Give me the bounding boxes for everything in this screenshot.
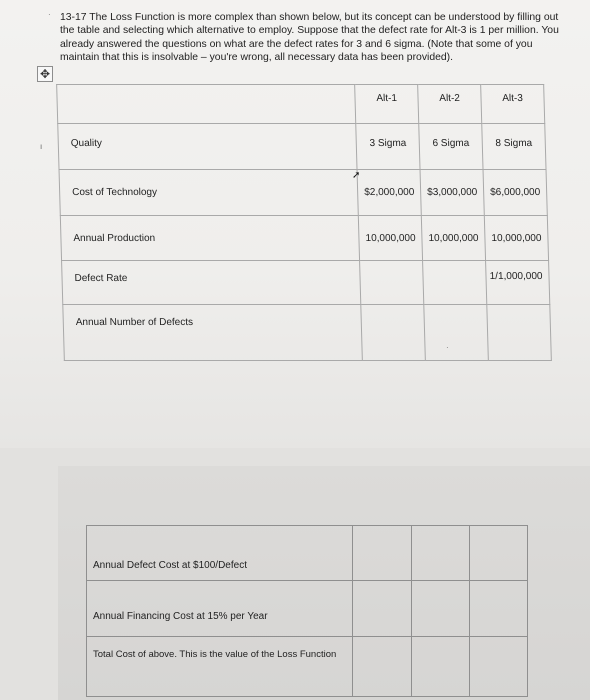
total-cost-label: Total Cost of above. This is the value of the Loss Function xyxy=(87,637,353,697)
financing-cost-row xyxy=(87,581,528,637)
cost-alt-2[interactable]: $3,000,000 xyxy=(420,170,484,216)
defect-rate-label: Defect Rate xyxy=(62,261,361,305)
defect-rate-alt-2[interactable] xyxy=(423,261,487,305)
quality-alt-3[interactable]: 8 Sigma xyxy=(482,124,546,170)
table-move-handle-icon[interactable]: ✥ xyxy=(37,66,53,82)
defect-cost-alt-1[interactable] xyxy=(353,526,411,581)
defect-cost-alt-3[interactable] xyxy=(469,526,527,581)
header-alt-2: Alt-2 xyxy=(418,85,482,124)
defect-cost-row xyxy=(87,526,528,581)
header-alt-3: Alt-3 xyxy=(481,85,545,124)
total-cost-row xyxy=(87,637,528,697)
mouse-cursor-icon: ➚ xyxy=(352,170,361,181)
financing-cost-label: Annual Financing Cost at 15% per Year xyxy=(87,581,353,637)
table-header-row xyxy=(57,85,545,124)
defect-rate-alt-3[interactable]: 1/1,000,000 xyxy=(486,261,550,305)
stray-dot-2: · xyxy=(446,343,449,352)
defect-cost-alt-2[interactable] xyxy=(411,526,469,581)
defects-alt-2[interactable] xyxy=(424,305,489,361)
defects-row xyxy=(63,305,552,361)
quality-alt-1[interactable]: 3 Sigma xyxy=(356,124,420,170)
financing-cost-alt-2[interactable] xyxy=(411,581,469,637)
alternatives-table xyxy=(56,84,552,361)
defects-alt-1[interactable] xyxy=(361,305,426,361)
question-text: 13-17 The Loss Function is more complex than shown below, but its concept can be understood by filling out the table and selecting which alternative to employ. Suppose that the defect rate for Alt-3 is 1 per million. You already answered the questions on what are the defect rates for 3 and 6 sigma. (Note that some of you maintain that this is insolvable – you're wrong, all necessary data has been provided). xyxy=(60,12,559,64)
defect-rate-alt-1[interactable] xyxy=(360,261,424,305)
production-alt-1[interactable]: 10,000,000 xyxy=(358,216,422,261)
cost-label: Cost of Technology xyxy=(59,170,358,216)
total-cost-alt-1[interactable] xyxy=(353,637,411,697)
stray-dot: · xyxy=(48,10,51,19)
total-cost-alt-2[interactable] xyxy=(411,637,469,697)
margin-tick: ı xyxy=(40,142,43,151)
production-alt-3[interactable]: 10,000,000 xyxy=(484,216,548,261)
defects-label: Annual Number of Defects xyxy=(63,305,363,361)
cost-alt-3[interactable]: $6,000,000 xyxy=(483,170,547,216)
cost-row xyxy=(59,170,547,216)
defect-cost-label: Annual Defect Cost at $100/Defect xyxy=(87,526,353,581)
cost-alt-1[interactable]: $2,000,000 xyxy=(357,170,421,216)
header-corner-cell xyxy=(57,85,356,124)
production-alt-2[interactable]: 10,000,000 xyxy=(421,216,485,261)
quality-label: Quality xyxy=(58,124,357,170)
quality-row xyxy=(58,124,546,170)
cost-table xyxy=(86,525,528,697)
financing-cost-alt-1[interactable] xyxy=(353,581,411,637)
defects-alt-3[interactable] xyxy=(487,305,552,361)
production-label: Annual Production xyxy=(60,216,359,261)
quality-alt-2[interactable]: 6 Sigma xyxy=(419,124,483,170)
production-row xyxy=(60,216,548,261)
total-cost-alt-3[interactable] xyxy=(469,637,527,697)
financing-cost-alt-3[interactable] xyxy=(469,581,527,637)
defect-rate-row xyxy=(62,261,550,305)
header-alt-1: Alt-1 xyxy=(355,85,419,124)
